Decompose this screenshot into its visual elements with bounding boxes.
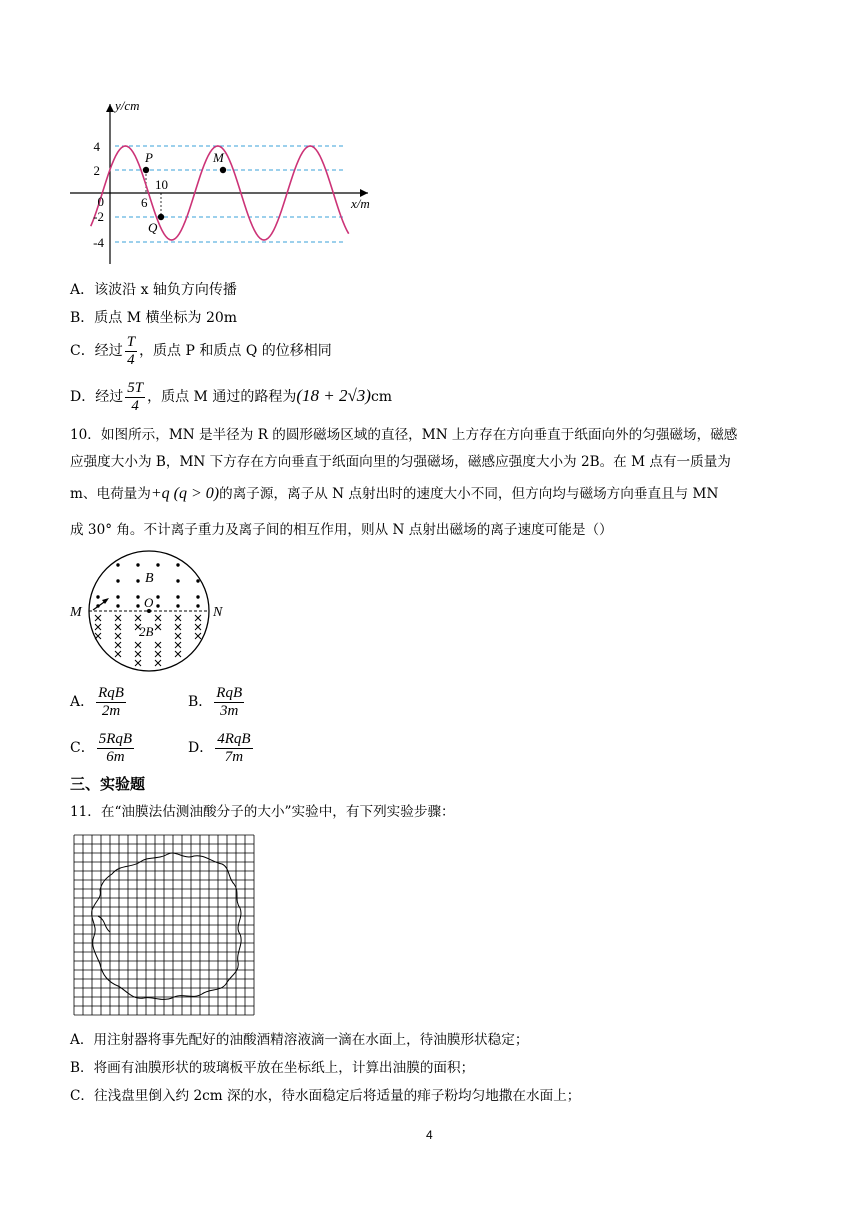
page-number: 4 bbox=[426, 1128, 433, 1142]
fraction-denominator: 4 bbox=[131, 397, 139, 414]
field-cross bbox=[95, 624, 101, 630]
field-dot bbox=[196, 595, 199, 598]
q9-option-b bbox=[70, 308, 237, 328]
point-q-label: Q bbox=[148, 220, 158, 235]
coordinate-grid bbox=[74, 835, 254, 1015]
field-dot bbox=[176, 579, 179, 582]
field-dot bbox=[116, 579, 119, 582]
option-label: D． bbox=[188, 740, 214, 756]
y-tick-neg2: -2 bbox=[93, 209, 104, 224]
field-cross bbox=[175, 642, 181, 648]
q10-line-1: 10．如图所示，MN 是半径为 R 的圆形磁场区域的直径，MN 上方存在方向垂直于纸面向外的匀强磁场，磁感 bbox=[70, 427, 738, 443]
field-cross bbox=[115, 615, 121, 621]
option-label: C． bbox=[70, 740, 95, 756]
fraction-numerator: 5T bbox=[127, 379, 144, 396]
wave-graph bbox=[60, 96, 390, 268]
fraction bbox=[215, 731, 252, 766]
fraction-denominator: 7m bbox=[224, 748, 244, 765]
option-label: B． bbox=[188, 694, 213, 710]
fraction bbox=[96, 685, 126, 720]
oil-film-grid-figure bbox=[72, 834, 258, 1016]
field-cross bbox=[115, 624, 121, 630]
field-cross bbox=[175, 624, 181, 630]
field-cross bbox=[135, 651, 141, 657]
point-p-marker bbox=[143, 167, 149, 173]
q11-step-c: C．往浅盘里倒入约 2cm 深的水，待水面稳定后将适量的痱子粉均匀地撒在水面上； bbox=[70, 1088, 581, 1104]
section-heading: 三、实验题 bbox=[70, 775, 146, 793]
x-tick-6: 6 bbox=[141, 195, 148, 210]
y-tick-2: 2 bbox=[93, 163, 100, 178]
text-post: 的离子源，离子从 N 点射出时的速度大小不同，但方向均与磁场方向垂直且与 MN bbox=[219, 486, 719, 502]
field-cross bbox=[175, 651, 181, 657]
fraction-numerator: 4RqB bbox=[217, 730, 251, 747]
option-label: D． bbox=[70, 389, 96, 405]
fraction-denominator: 4 bbox=[127, 351, 135, 368]
field-cross bbox=[155, 642, 161, 648]
q9-option-d bbox=[70, 376, 392, 417]
option-label: A． bbox=[70, 694, 95, 710]
q11-step-b: B．将画有油膜形状的玻璃板平放在坐标纸上，计算出油膜的面积； bbox=[70, 1060, 475, 1076]
label-2b: 2B bbox=[139, 624, 154, 639]
option-text-post: ，质点 M 通过的路程为 bbox=[147, 389, 297, 405]
field-dot bbox=[156, 595, 159, 598]
field-dot bbox=[136, 595, 139, 598]
fraction-numerator: T bbox=[126, 333, 136, 350]
field-dot bbox=[116, 595, 119, 598]
option-text-post: ，质点 P 和质点 Q 的位移相同 bbox=[139, 343, 332, 359]
field-cross bbox=[115, 651, 121, 657]
point-m-label: M bbox=[213, 150, 224, 165]
fraction-numerator: 5RqB bbox=[98, 730, 133, 747]
field-cross bbox=[155, 660, 161, 666]
fraction bbox=[125, 334, 137, 369]
y-tick-neg4: -4 bbox=[93, 235, 104, 250]
fraction-numerator: RqB bbox=[216, 684, 243, 701]
x-axis-label: x/m bbox=[351, 196, 370, 211]
option-text: 该波沿 x 轴负方向传播 bbox=[94, 282, 237, 298]
q9-option-c bbox=[70, 331, 332, 371]
field-cross bbox=[95, 633, 101, 639]
fraction bbox=[214, 685, 244, 720]
fraction bbox=[97, 731, 134, 766]
label-o: O bbox=[144, 595, 154, 610]
fraction-numerator: RqB bbox=[98, 684, 124, 701]
q11-step-a: A．用注射器将事先配好的油酸酒精溶液滴一滴在水面上，待油膜形状稳定； bbox=[70, 1032, 529, 1048]
q10-option-b bbox=[188, 682, 246, 722]
field-cross bbox=[175, 615, 181, 621]
q10-option-a bbox=[70, 682, 128, 722]
unit-text: cm bbox=[370, 389, 393, 405]
field-dot bbox=[116, 604, 119, 607]
field-cross bbox=[95, 615, 101, 621]
axes bbox=[70, 104, 368, 264]
field-dot bbox=[156, 604, 159, 607]
field-dot bbox=[116, 563, 119, 566]
q10-option-c bbox=[70, 728, 136, 768]
q10-line-4: 成 30° 角。不计离子重力及离子间的相互作用，则从 N 点射出磁场的离子速度可能是（） bbox=[70, 522, 613, 538]
math-expression: (18 + 2√3) bbox=[296, 386, 371, 405]
field-cross bbox=[135, 642, 141, 648]
field-cross bbox=[195, 624, 201, 630]
q10-line-2: 应强度大小为 B，MN 下方存在方向垂直于纸面向里的匀强磁场，磁感应强度大小为 2B。在 M 点有一质量为 bbox=[70, 454, 731, 470]
text-pre: m、电荷量为 bbox=[70, 486, 151, 502]
point-p-label: P bbox=[145, 150, 153, 165]
fraction-denominator: 2m bbox=[101, 702, 121, 719]
q9-option-a bbox=[70, 280, 237, 300]
point-q-marker bbox=[158, 214, 164, 220]
point-m-marker bbox=[220, 167, 226, 173]
math-expression: +q (q > 0) bbox=[150, 485, 220, 502]
label-n: N bbox=[213, 605, 223, 620]
field-cross bbox=[155, 615, 161, 621]
q11-intro: 11．在“油膜法估测油酸分子的大小”实验中，有下列实验步骤： bbox=[70, 804, 455, 820]
field-cross bbox=[115, 642, 121, 648]
y-axis-label: y/cm bbox=[115, 98, 140, 113]
field-dot bbox=[176, 563, 179, 566]
field-dot bbox=[136, 563, 139, 566]
field-dot bbox=[176, 595, 179, 598]
field-dot bbox=[196, 604, 199, 607]
field-cross bbox=[115, 633, 121, 639]
field-dot bbox=[96, 595, 99, 598]
fraction-denominator: 6m bbox=[106, 748, 125, 765]
field-dot bbox=[196, 579, 199, 582]
field-cross bbox=[195, 633, 201, 639]
fraction-denominator: 3m bbox=[220, 702, 239, 719]
option-label: C． bbox=[70, 343, 95, 359]
x-tick-10: 10 bbox=[155, 177, 168, 192]
field-cross bbox=[135, 615, 141, 621]
option-text: 质点 M 横坐标为 20m bbox=[94, 310, 238, 326]
field-dot bbox=[156, 563, 159, 566]
field-cross bbox=[135, 660, 141, 666]
field-cross bbox=[155, 624, 161, 630]
option-text-pre: 经过 bbox=[95, 389, 124, 405]
magnetic-field-figure bbox=[66, 548, 236, 676]
option-label: B． bbox=[70, 310, 95, 326]
field-dot bbox=[136, 579, 139, 582]
fraction bbox=[125, 380, 145, 415]
y-tick-0: 0 bbox=[97, 194, 104, 209]
label-m: M bbox=[70, 605, 82, 620]
y-axis-arrow bbox=[106, 104, 114, 112]
q10-line-3 bbox=[70, 484, 718, 504]
option-label: A． bbox=[70, 282, 95, 298]
field-cross bbox=[155, 651, 161, 657]
label-b: B bbox=[145, 571, 154, 586]
y-tick-4: 4 bbox=[93, 139, 100, 154]
oil-film-outline bbox=[92, 853, 241, 999]
option-text-pre: 经过 bbox=[94, 343, 123, 359]
q10-option-d bbox=[188, 728, 255, 768]
field-cross bbox=[195, 615, 201, 621]
field-dot bbox=[136, 604, 139, 607]
field-dot bbox=[176, 604, 179, 607]
field-cross bbox=[175, 633, 181, 639]
